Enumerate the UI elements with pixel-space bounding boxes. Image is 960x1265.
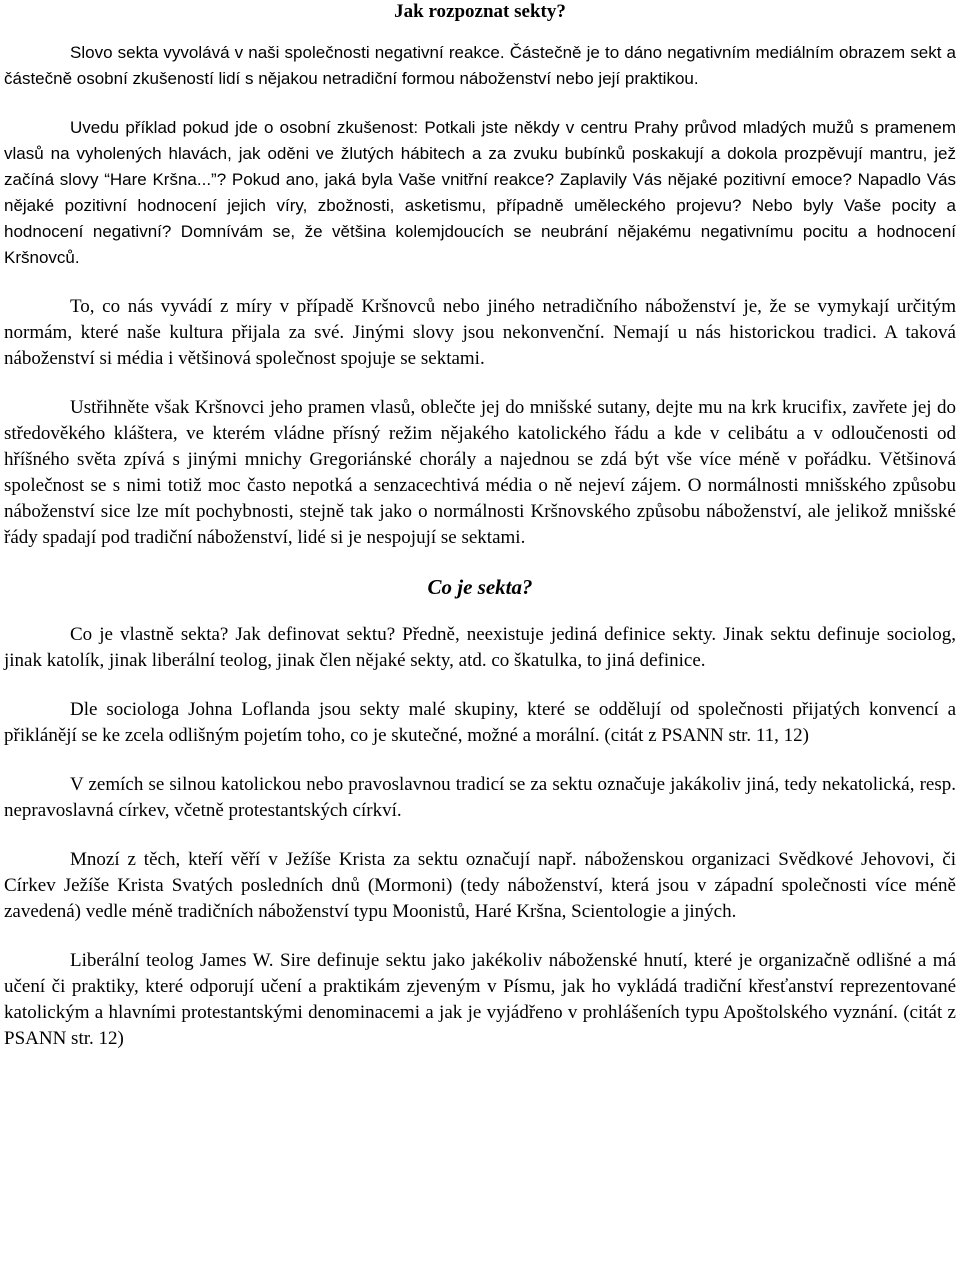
paragraph-catholic-countries: V zemích se silnou katolickou nebo pravoslavnou tradicí se za sektu označuje jakákoliv jiná, tedy nekatolická, resp. nepravoslavná církev, včetně protestantských církví. <box>4 774 956 821</box>
paragraph-example: Uvedu příklad pokud jde o osobní zkušenost: Potkali jste někdy v centru Prahy průvod mladých mužů s pramenem vlasů na vyholených hlavách, jak oděni ve žlutých hábitech a za zvuku bubínků poskakují a dokola prozpěvují mantru, jež začíná slovy “Hare Kršna...”? Pokud ano, jaká byla Vaše vnitřní reakce? Zaplavily Vás nějaké pozitivní emoce? Napadlo Vás nějaké pozitivní hodnocení jejich víry, zbožnosti, asketismu, případně uměleckého projevu? Nebo byly Vaše pocity a hodnocení negativní? Domnívám se, že většina kolemjdoucích se neubrání nějakému negativnímu pocitu a hodnocení Kršnovců. <box>4 118 956 267</box>
paragraph-unconventional: To, co nás vyvádí z míry v případě Kršnovců nebo jiného netradičního náboženství je, že se vymykají určitým normám, které naše kultura přijala za své. Jinými slovy jsou nekonvenční. Nemají u nás historickou tradici. A taková náboženství si média i většinová společnost spojuje se sektami. <box>4 296 956 369</box>
paragraph-christian-view: Mnozí z těch, kteří věří v Ježíše Krista za sektu označují např. náboženskou organizaci Svědkové Jehovovi, či Církev Ježíše Krista Svatých posledních dnů (Mormoni) (tedy náboženství, která jsou v západní společnosti více méně zavedená) vedle méně tradičních náboženství typu Moonistů, Haré Kršna, Scientologie a jiných. <box>4 849 956 922</box>
paragraph-lofland: Dle sociologa Johna Loflanda jsou sekty malé skupiny, které se oddělují od společnosti přijatých konvencí a přiklánějí se ke zcela odlišným pojetím toho, co je skutečné, možné a morální. (citát z PSANN str. 11, 12) <box>4 699 956 746</box>
document-title: Jak rozpoznat sekty? <box>394 1 566 22</box>
paragraph-sire: Liberální teolog James W. Sire definuje sektu jako jakékoliv náboženské hnutí, které je organizačně odlišné a má učení či praktiky, které odporují učení a praktikám zjeveným v Písmu, jak ho vykládá tradiční křesťanství reprezentované katolickým a hlavními protestantskými denominacemi a jak je vyjádřeno v prohlášeních typu Apoštolského vyznání. (citát z PSANN str. 12) <box>4 950 956 1049</box>
paragraph-intro: Slovo sekta vyvolává v naši společnosti negativní reakce. Částečně je to dáno negativním mediálním obrazem sekt a částečně osobní zkušeností lidí s nějakou netradiční formou náboženství nebo její praktikou. <box>4 43 956 88</box>
document-page <box>4 0 956 1075</box>
section-heading: Co je sekta? <box>427 575 533 599</box>
paragraph-monk-comparison: Ustřihněte však Kršnovci jeho pramen vlasů, oblečte jej do mnišské sutany, dejte mu na krk krucifix, zavřete jej do středověkého kláštera, ve kterém vládne přísný režim nějakého katolického řádu a kde v celibátu a v odloučenosti od hříšného světa zpívá s jinými mnichy Gregoriánské chorály a najednou se zdá být vše více méně v pořádku. Většinová společnost se s nimi totiž moc často nepotká a senzacechtivá média o ně nejeví zájem. O normálnosti mnišského způsobu náboženství sice lze mít pochybnosti, stejně tak jako o normálnosti Kršnovského způsobu náboženství, ale jelikož mnišské řády spadají pod tradiční náboženství, lidé si je nespojují se sektami. <box>4 397 956 548</box>
paragraph-definition-question: Co je vlastně sekta? Jak definovat sektu? Předně, neexistuje jediná definice sekty. Jinak sektu definuje sociolog, jinak katolík, jinak liberální teolog, jinak člen nějaké sekty, atd. co škatulka, to jiná definice. <box>4 624 956 671</box>
